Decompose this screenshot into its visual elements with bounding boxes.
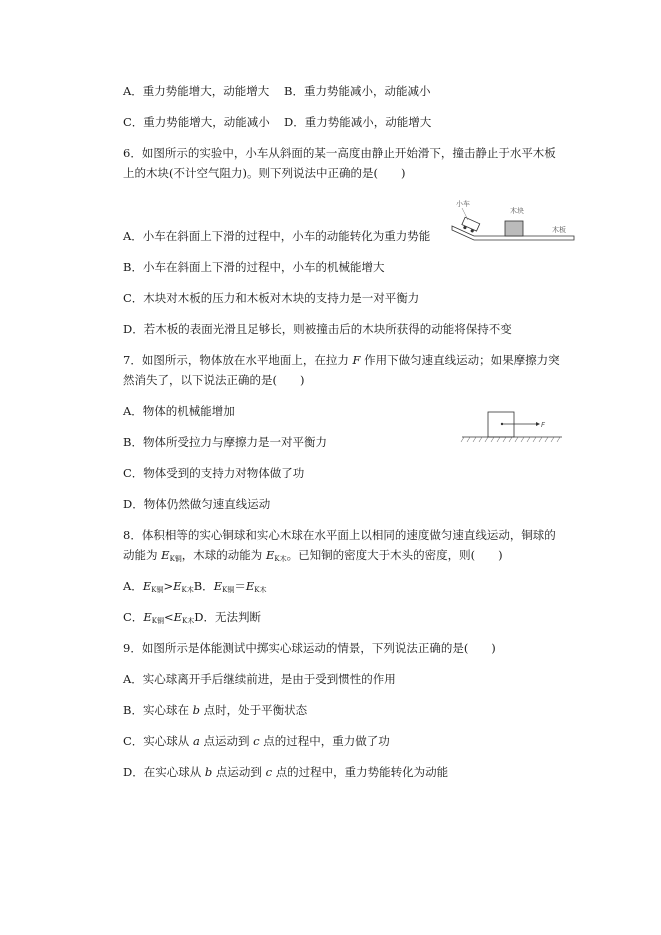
board-label: 木板 xyxy=(552,226,566,234)
q8-stem-line1: 8．体积相等的实心铜球和实心木球在水平面上以相同的速度做匀速直线运动，铜球的 xyxy=(123,528,556,542)
q5-option-b: B．重力势能减小，动能减小 xyxy=(284,84,431,98)
q9-option-b: B．实心球在 b 点时，处于平衡状态 xyxy=(123,703,308,717)
q7-stem-line2: 然消失了，以下说法正确的是( ) xyxy=(123,373,305,387)
q9-option-a: A．实心球离开手后继续前进，是由于受到惯性的作用 xyxy=(123,672,396,686)
wood-block-shape xyxy=(505,221,523,236)
q6-option-b: B．小车在斜面上下滑的过程中，小车的机械能增大 xyxy=(123,260,385,274)
q9-option-c: C．实心球从 a 点运动到 c 点的过程中，重力做了功 xyxy=(123,734,390,748)
q8-stem-line2: 动能为 $E_{K铜}$，木球的动能为 $E_{K木}$。已知铜的密度大于木头的密度，则( ) xyxy=(123,548,503,563)
q6-stem-line1: 6．如图所示的实验中，小车从斜面的某一高度由静止开始滑下，撞击静止于水平木板 xyxy=(123,146,556,160)
q7-option-d: D．物体仍然做匀速直线运动 xyxy=(123,497,271,511)
q8-options-ab: A．$E_{K铜}>E_{K木}B$．$E_{K铜}=E_{K木}$ xyxy=(123,579,267,594)
q5-option-d: D．重力势能减小，动能增大 xyxy=(284,115,432,129)
q7-force-figure xyxy=(460,408,564,444)
q6-stem-line2: 上的木块(不计空气阻力)。则下列说法中正确的是( ) xyxy=(123,166,406,180)
cart-label: 小车 xyxy=(456,200,470,208)
q5-option-c: C．重力势能增大，动能减小 xyxy=(123,115,270,129)
q7-stem-line1: 7．如图所示，物体放在水平地面上，在拉力 F 作用下做匀速直线运动；如果摩擦力突 xyxy=(123,353,560,367)
q8-options-cd: C．$E_{K铜}<E_{K木}D$．无法判断 xyxy=(123,610,261,625)
q5-option-a: A．重力势能增大，动能增大 xyxy=(123,84,270,98)
q7-option-b: B．物体所受拉力与摩擦力是一对平衡力 xyxy=(123,435,327,449)
q6-option-d: D．若木板的表面光滑且足够长，则被撞击后的木块所获得的动能将保持不变 xyxy=(123,322,512,336)
q7-option-c: C．物体受到的支持力对物体做了功 xyxy=(123,466,305,480)
q6-incline-figure xyxy=(448,196,580,242)
q9-option-d: D．在实心球从 b 点运动到 c 点的过程中，重力势能转化为动能 xyxy=(123,765,449,779)
q6-option-c: C．木块对木板的压力和木板对木块的支持力是一对平衡力 xyxy=(123,291,420,305)
q7-option-a: A．物体的机械能增加 xyxy=(123,404,235,418)
q9-stem: 9．如图所示是体能测试中掷实心球运动的情景，下列说法正确的是( ) xyxy=(123,641,496,655)
force-label: F xyxy=(541,421,546,429)
q6-option-a: A．小车在斜面上下滑的过程中，小车的动能转化为重力势能 xyxy=(123,229,431,243)
block-label: 木块 xyxy=(510,207,524,215)
